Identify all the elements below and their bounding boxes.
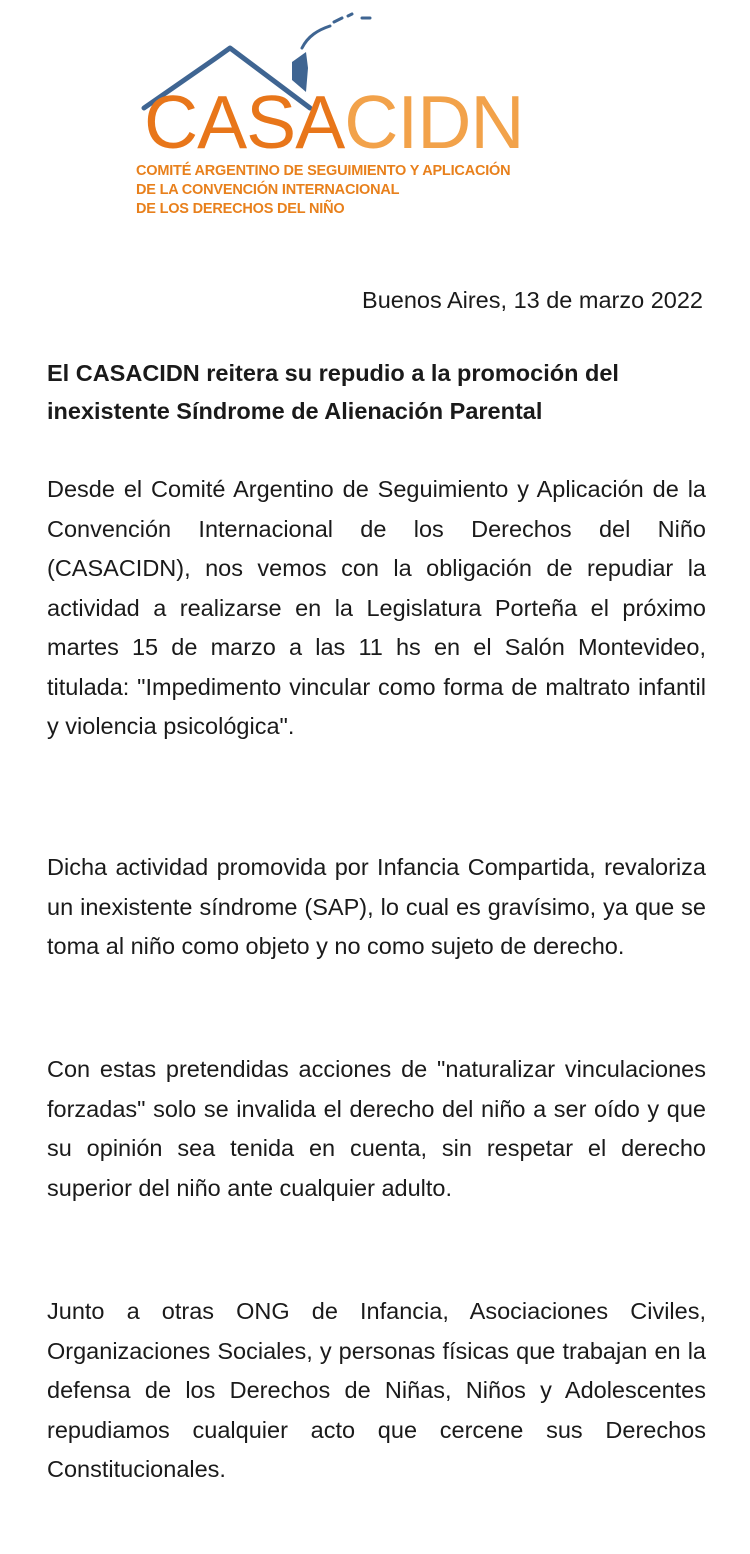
logo-name-casa: CASA — [144, 80, 345, 164]
letter-paragraph: Con estas pretendidas acciones de "naturalizar vinculaciones forzadas" solo se invalida el derecho del niño a ser oído y que su opinión sea tenida en cuenta, sin respetar el derecho superior del niño ante cualquier adulto. — [47, 1056, 706, 1201]
logo-name-cidn: CIDN — [344, 80, 524, 164]
logo-subtitle-line: COMITÉ ARGENTINO DE SEGUIMIENTO Y APLICACIÓN — [136, 163, 511, 179]
letter-date: Buenos Aires, 13 de marzo 2022 — [362, 287, 703, 313]
letter-headline: El CASACIDN reitera su repudio a la promoción del inexistente Síndrome de Alienación Parental — [47, 360, 619, 424]
logo-subtitle-line: DE LOS DERECHOS DEL NIÑO — [136, 201, 345, 217]
svg-text:CASACIDN — [144, 80, 524, 164]
logo-subtitle-line: DE LA CONVENCIÓN INTERNACIONAL — [136, 182, 400, 198]
letter-paragraph: Dicha actividad promovida por Infancia Compartida, revaloriza un inexistente síndrome (SAP), lo cual es gravísimo, ya que se toma al niño como objeto y no como sujeto de derecho. — [47, 854, 706, 959]
casacidn-logo — [130, 8, 610, 238]
house-logo-icon — [130, 8, 610, 168]
letter-paragraph: Junto a otras ONG de Infancia, Asociaciones Civiles, Organizaciones Sociales, y personas físicas que trabajan en la defensa de los Derechos de Niñas, Niños y Adolescentes repudiamos cualquier acto que cercene sus Derechos Constitucionales. — [47, 1298, 706, 1482]
letter-paragraph: Desde el Comité Argentino de Seguimiento y Aplicación de la Convención Internacional de los Derechos del Niño (CASACIDN), nos vemos con la obligación de repudiar la actividad a realizarse en la Legislatura Porteña el próximo martes 15 de marzo a las 11 hs en el Salón Montevideo, titulada: "Impedimento vincular como forma de maltrato infantil y violencia psicológica". — [47, 476, 706, 739]
logo-subtitle — [136, 162, 606, 219]
